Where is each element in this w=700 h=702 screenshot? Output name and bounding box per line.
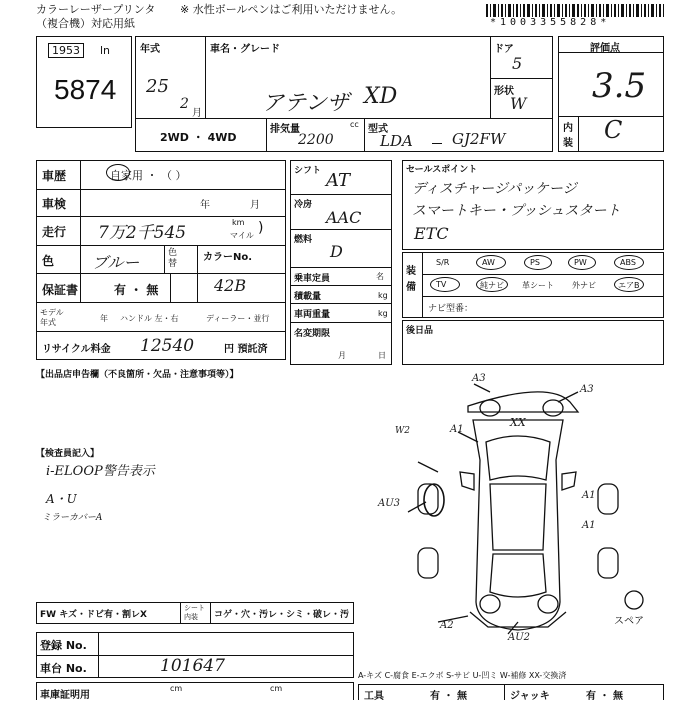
- aircon-value: AAC: [326, 208, 362, 227]
- drive-type: 2WD ・ 4WD: [160, 131, 237, 144]
- barcode-graphic: [486, 4, 664, 17]
- divider: [36, 189, 286, 190]
- divider: [205, 36, 206, 118]
- mileage-label: 走行: [42, 225, 67, 239]
- divider: [290, 194, 392, 195]
- color-no-value: 42B: [214, 276, 247, 295]
- mark-a1-rear: A1: [582, 520, 596, 531]
- mark-a3-top: A3: [472, 373, 486, 384]
- wheel-front-right: [543, 400, 563, 416]
- dealer-label: ディーラー・並行: [206, 314, 270, 323]
- equip-alloy-wheels: AW: [482, 258, 495, 267]
- recycle-unit: 円 預託済: [224, 344, 268, 355]
- damage-circle-left: [424, 484, 444, 516]
- fuel-label: 燃料: [294, 235, 313, 245]
- mirror-right: [562, 472, 576, 490]
- mark-a1-left: A1: [450, 424, 464, 435]
- spare-tire: [625, 591, 643, 609]
- displacement-unit: cc: [350, 120, 359, 129]
- model-year-label-b: 年式: [40, 318, 56, 327]
- fw-label: FW キズ・ドビ有・割レX: [40, 610, 147, 620]
- mark-xx: XX: [510, 416, 526, 429]
- inspection-month: 月: [250, 200, 260, 211]
- mileage-unit-mile: マイル: [230, 231, 254, 240]
- equip-airbag: エアB: [618, 281, 640, 290]
- inspection-year: 年: [200, 200, 210, 211]
- wheel-rear-left: [480, 595, 500, 613]
- mark-a3-right: A3: [580, 384, 594, 395]
- equip-power-windows: PW: [574, 258, 587, 267]
- spare-label: スペア: [614, 616, 644, 627]
- color-value: ブルー: [92, 253, 140, 272]
- recycle-value: 12540: [140, 336, 195, 356]
- model-year-year: 年: [100, 314, 108, 323]
- wheel-rear-right: [538, 595, 558, 613]
- doors-value: 5: [512, 54, 523, 73]
- inspector-label: 【検査員記入】: [36, 449, 100, 459]
- sales-points-label: セールスポイント: [406, 165, 478, 175]
- pen-notice: ※ 水性ボールペンはご利用いただけません。: [180, 3, 403, 16]
- capacity-unit: 名: [376, 272, 384, 281]
- side-wheel-rl: [418, 548, 438, 578]
- mileage-value: 7万2千545: [98, 223, 187, 243]
- shape-label: 形状: [494, 86, 514, 97]
- divider: [266, 118, 267, 152]
- divider: [36, 216, 286, 217]
- model-year-label-a: モデル: [40, 308, 64, 317]
- mark-a2: A2: [440, 620, 454, 631]
- color-change-label: 色替: [168, 248, 178, 269]
- barcode: [486, 2, 664, 15]
- history-options: 自家用 ・ （ ）: [110, 169, 187, 182]
- warranty-label: 保証書: [42, 283, 79, 297]
- divider: [422, 296, 664, 297]
- cert-unit-1: cm: [170, 684, 183, 693]
- divider: [36, 273, 286, 274]
- seat-items: コゲ・穴・汚レ・シミ・破レ・汚: [214, 610, 350, 620]
- rear-window: [490, 554, 546, 597]
- circle-aw: [476, 255, 506, 270]
- divider: [422, 274, 664, 275]
- tools-label: 工具: [364, 691, 384, 702]
- load-unit: kg: [378, 291, 388, 300]
- mark-a1-right: A1: [582, 490, 596, 501]
- side-wheel-fr: [598, 484, 618, 514]
- color-no-label: カラーNo.: [203, 252, 253, 263]
- garage-cert-label: 車庫証明用: [40, 690, 90, 701]
- year-value: 25: [146, 76, 169, 97]
- model-label: 型式: [368, 124, 388, 135]
- divider: [180, 602, 181, 624]
- equip-abs: ABS: [620, 258, 636, 267]
- tools-options: 有 ・ 無: [430, 691, 467, 702]
- model-dash: [432, 143, 442, 144]
- divider: [290, 303, 392, 304]
- divider: [170, 273, 171, 302]
- chassis-label: 車台 No.: [40, 662, 87, 675]
- mileage-paren: ): [258, 220, 264, 236]
- grade-value: XD: [364, 84, 398, 109]
- month-value: 2: [180, 96, 189, 112]
- cert-unit-2: cm: [270, 684, 283, 693]
- divider: [504, 684, 505, 700]
- weight-label: 車両重量: [294, 310, 331, 320]
- circle-abs: [614, 255, 644, 270]
- lot-suffix: ln: [100, 44, 111, 57]
- mark-au3: AU3: [378, 498, 401, 509]
- model-value-a: LDA: [380, 132, 413, 150]
- lot-number: 5874: [54, 74, 117, 105]
- chassis-value: 101647: [160, 656, 225, 676]
- equip-power-steering: PS: [530, 258, 540, 267]
- inspector-note-3: ミラーカバーA: [42, 513, 103, 523]
- divider: [490, 78, 553, 79]
- history-circle: [106, 164, 130, 181]
- doors-label: ドア: [494, 44, 514, 55]
- sales-point-1: ディスチャージパッケージ: [412, 181, 577, 197]
- history-label: 車歴: [42, 169, 67, 183]
- damage-legend: A-キズ C-腐食 E-エクボ S-サビ U-凹ミ W-補修 XX-交換済: [358, 671, 567, 680]
- circle-navi: [476, 277, 508, 292]
- handle-label: ハンドル 左・右: [120, 314, 179, 323]
- interior-label-b: 装: [563, 138, 573, 149]
- divider: [290, 229, 392, 230]
- divider: [80, 160, 81, 302]
- pointer-line: [418, 462, 438, 472]
- circle-tv: [430, 277, 460, 292]
- shift-value: AT: [326, 170, 351, 191]
- aircon-label: 冷房: [294, 200, 313, 210]
- pointer-line: [474, 384, 490, 392]
- side-wheel-rr: [598, 548, 618, 578]
- divider: [290, 267, 392, 268]
- equipment-label-b: 備: [406, 282, 416, 293]
- seat-label-b: 内装: [184, 613, 198, 621]
- divider: [36, 245, 286, 246]
- divider: [578, 116, 579, 152]
- circle-airbag: [614, 277, 644, 292]
- color-label: 色: [42, 254, 55, 268]
- year-label: 年式: [140, 44, 160, 55]
- score-label: 評価点: [590, 43, 620, 54]
- divider: [210, 602, 211, 624]
- divider: [364, 118, 365, 152]
- weight-unit: kg: [378, 309, 388, 318]
- mark-au2: AU2: [508, 632, 531, 643]
- barcode-number: *1003355828*: [490, 17, 611, 28]
- capacity-label: 乗車定員: [294, 274, 331, 284]
- divider: [490, 36, 491, 118]
- displacement-label: 排気量: [270, 124, 300, 135]
- sales-point-2: スマートキー・プッシュスタート: [412, 203, 621, 219]
- divider: [36, 302, 286, 303]
- month-unit: 月: [192, 108, 202, 119]
- interior-label-a: 内: [563, 123, 573, 134]
- interior-value: C: [604, 116, 623, 144]
- fuel-value: D: [330, 242, 343, 261]
- car-damage-diagram: [378, 372, 678, 650]
- printer-note-line1: カラーレーザープリンタ: [36, 3, 156, 16]
- mirror-left: [460, 472, 474, 490]
- score-value: 3.5: [592, 66, 647, 106]
- divider: [290, 285, 392, 286]
- roof: [490, 484, 546, 550]
- warranty-options: 有 ・ 無: [114, 283, 159, 297]
- recycle-label: リサイクル料金: [42, 344, 111, 355]
- equip-leather: 革シート: [522, 281, 554, 290]
- jack-label: ジャッキ: [510, 691, 550, 702]
- printer-note-line2: （複合機）対応用紙: [36, 17, 135, 30]
- wheel-front-left: [480, 400, 500, 416]
- post-date-label: 後日品: [406, 326, 434, 336]
- inspector-note-2: A・U: [46, 492, 77, 506]
- inspector-note-1: i-ELOOP警告表示: [46, 464, 155, 479]
- jack-options: 有 ・ 無: [586, 691, 623, 702]
- equip-sunroof: S/R: [436, 258, 450, 267]
- lot-prefix: 1953: [48, 43, 84, 58]
- store-notice-label: 【出品店申告欄（不良箇所・欠品・注意事項等）】: [36, 370, 239, 380]
- deadline-month: 月: [338, 351, 346, 360]
- divider: [197, 245, 198, 302]
- equip-tv: TV: [436, 280, 447, 289]
- divider: [290, 322, 392, 323]
- windshield: [486, 436, 550, 480]
- seat-label-a: シート: [184, 604, 205, 612]
- circle-ps: [524, 255, 552, 270]
- deadline-label: 名変期限: [294, 329, 331, 339]
- divider: [164, 245, 165, 273]
- model-value-b: GJ2FW: [452, 130, 506, 148]
- circle-pw: [568, 255, 596, 270]
- divider: [422, 252, 423, 318]
- shape-value: W: [510, 94, 527, 113]
- equip-oem-navi: 純ナビ: [480, 281, 504, 290]
- car-name-label: 車名・グレード: [210, 44, 280, 55]
- shift-label: シフト: [294, 166, 322, 176]
- navi-model-label: ナビ型番：: [428, 304, 474, 314]
- inspection-label: 車検: [42, 197, 67, 211]
- post-date-box: [402, 320, 664, 365]
- registration-label: 登録 No.: [40, 639, 87, 652]
- equip-aftermarket-navi: 外ナビ: [572, 281, 596, 290]
- sales-point-3: ETC: [414, 224, 449, 243]
- load-label: 積載量: [294, 292, 322, 302]
- pointer-line: [408, 502, 426, 512]
- deadline-day: 日: [378, 351, 386, 360]
- divider: [98, 632, 99, 678]
- mark-w2: W2: [395, 426, 410, 436]
- equipment-label-a: 装: [406, 266, 416, 277]
- displacement-value: 2200: [298, 132, 334, 148]
- mileage-unit-km: km: [232, 218, 245, 227]
- car-name-value: アテンザ: [262, 91, 349, 116]
